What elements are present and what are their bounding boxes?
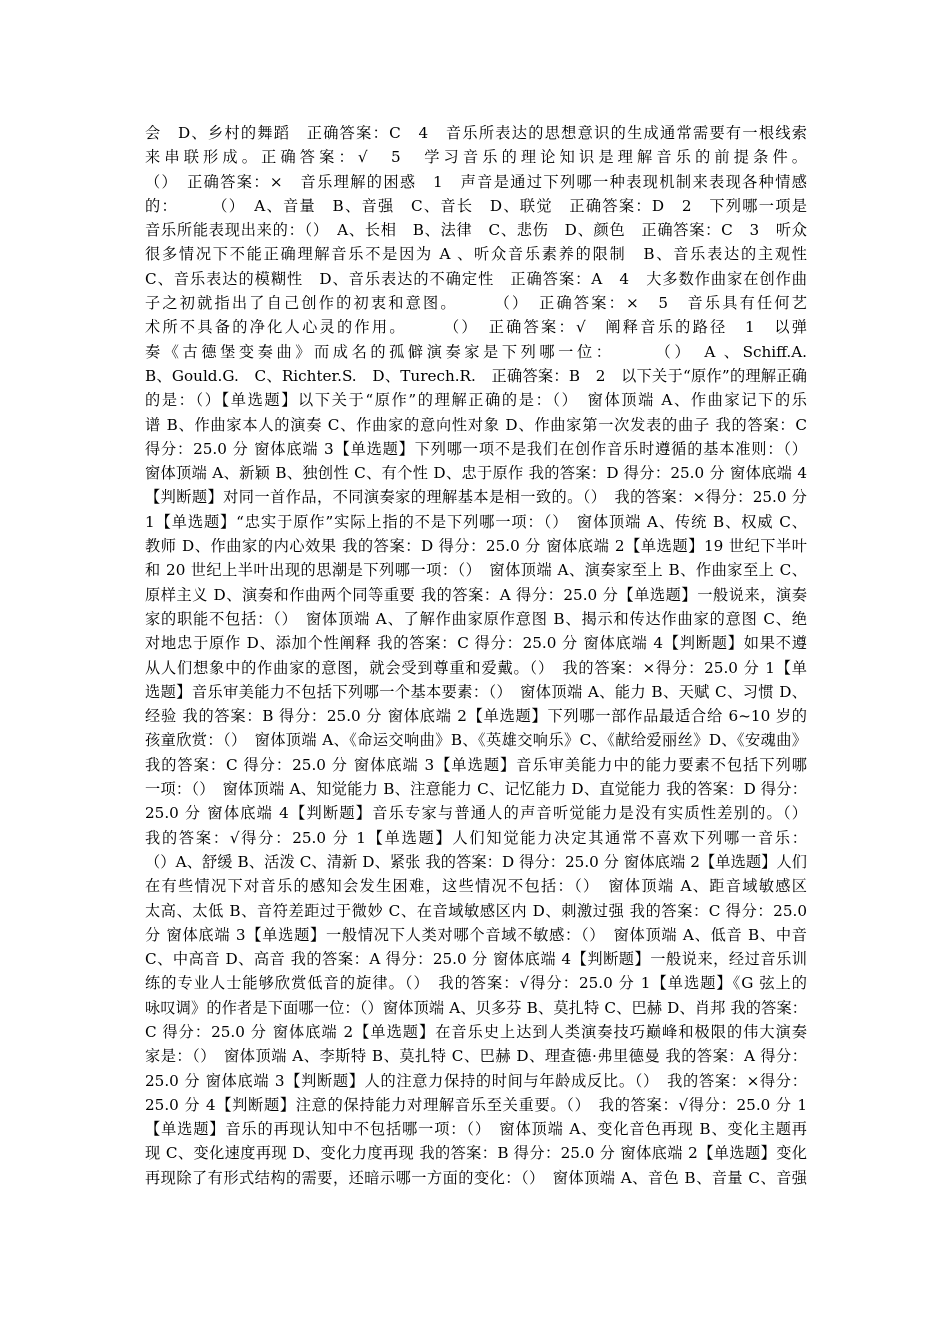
text-line: 的： （） A、音量 B、音强 C、音长 D、联觉 正确答案：D 2 下列哪一项是 [145,196,807,215]
text-line: 【单选题】音乐的再现认知中不包括哪一项：（） 窗体顶端 A、变化音色再现 B、变化主题再 [145,1120,807,1139]
text-line: 家是：（） 窗体顶端 A、李斯特 B、莫扎特 C、巴赫 D、理查德·弗里德曼 我的答案：A 得分： [145,1047,807,1066]
text-line: 咏叹调》的作者是下面哪一位：（）窗体顶端 A、贝多芬 B、莫扎特 C、巴赫 D、肖邦 我的答案： [145,998,807,1017]
text-line: 的是：（）【单选题】以下关于“原作”的理解正确的是：（） 窗体顶端 A、作曲家记下的乐 [145,391,807,410]
text-line: 子之初就指出了自己创作的初衷和意图。 （） 正确答案：× 5 音乐具有任何艺 [145,294,807,313]
text-line: 窗体顶端 A、新颖 B、独创性 C、有个性 D、忠于原作 我的答案：D 得分：25.0 分 窗体底端 4 [145,464,807,483]
text-line: 再现除了有形式结构的需要，还暗示哪一方面的变化：（） 窗体顶端 A、音色 B、音量 C、音强 [145,1168,807,1187]
text-line: 对地忠于原作 D、添加个性阐释 我的答案：C 得分：25.0 分 窗体底端 4【判断题】如果不遵 [145,634,807,653]
text-line: 一项：（） 窗体顶端 A、知觉能力 B、注意能力 C、记忆能力 D、直觉能力 我的答案：D 得分： [145,780,807,799]
text-line: 分 窗体底端 3【单选题】一般情况下人类对哪个音域不敏感：（） 窗体顶端 A、低音 B、中音 [145,925,807,944]
text-line: 25.0 分 4【判断题】注意的保持能力对理解音乐至关重要。（） 我的答案：√得分：25.0 分 1 [145,1095,807,1114]
text-line: B、Gould.G. C、Richter.S. D、Turech.R. 正确答案：B 2 以下关于“原作”的理解正确 [145,366,807,385]
text-line: 很多情况下不能正确理解音乐不是因为 A 、听众音乐素养的限制 B、音乐表达的主观性 [145,245,807,264]
text-line: C 得分：25.0 分 窗体底端 2【单选题】在音乐史上达到人类演奏技巧巅峰和极限的伟大演奏 [145,1022,807,1041]
text-line: 孩童欣赏：（） 窗体顶端 A、《命运交响曲》B、《英雄交响乐》C、《献给爱丽丝》D、《安魂曲》 [145,731,807,750]
text-line: 来串联形成。正确答案：√ 5 学习音乐的理论知识是理解音乐的前提条件。 [145,148,807,167]
text-line: 会 D、乡村的舞蹈 正确答案：C 4 音乐所表达的思想意识的生成通常需要有一根线索 [145,124,807,142]
text-line: 太高、太低 B、音符差距过于微妙 C、在音域敏感区内 D、刺激过强 我的答案：C 得分：25.0 [145,901,807,920]
text-line: 我的答案：C 得分：25.0 分 窗体底端 3【单选题】音乐审美能力中的能力要素不包括下列哪 [145,755,807,774]
text-line: 选题】音乐审美能力不包括下列哪一个基本要素：（） 窗体顶端 A、能力 B、天赋 C、习惯 D、 [145,682,807,701]
text-line: 从人们想象中的作曲家的意图，就会受到尊重和爱戴。（） 我的答案：×得分：25.0 分 1【单 [145,658,807,677]
text-line: 教师 D、作曲家的内心效果 我的答案：D 得分：25.0 分 窗体底端 2【单选题】19 世纪下半叶 [145,537,807,556]
text-line: 1【单选题】“忠实于原作”实际上指的不是下列哪一项：（） 窗体顶端 A、传统 B、权威 C、 [145,512,807,531]
text-line: 原样主义 D、演奏和作曲两个同等重要 我的答案：A 得分：25.0 分【单选题】一般说来，演奏 [145,585,807,604]
text-line: 得分：25.0 分 窗体底端 3【单选题】下列哪一项不是我们在创作音乐时遵循的基本准则：（） [145,439,807,458]
text-line: 在有些情况下对音乐的感知会发生困难，这些情况不包括：（） 窗体顶端 A、距音域敏感区 [145,877,807,896]
text-line: 术所不具备的净化人心灵的作用。 （） 正确答案：√ 阐释音乐的路径 1 以弹 [145,318,807,337]
document-body [145,121,807,1190]
text-line: C、音乐表达的模糊性 D、音乐表达的不确定性 正确答案：A 4 大多数作曲家在创作曲 [145,269,807,288]
text-line: 谱 B、作曲家本人的演奏 C、作曲家的意向性对象 D、作曲家第一次发表的曲子 我的答案：C [145,415,807,434]
text-line: C、中高音 D、高音 我的答案：A 得分：25.0 分 窗体底端 4【判断题】一般说来，经过音乐训 [145,950,807,969]
text-line: 练的专业人士能够欣赏低音的旋律。（） 我的答案：√得分：25.0 分 1【单选题】《G 弦上的 [145,974,807,993]
text-line: 奏《古德堡变奏曲》而成名的孤僻演奏家是下列哪一位： （） A 、Schiff.A. [145,342,807,361]
text-line: （）A、舒缓 B、活泼 C、清新 D、紧张 我的答案：D 得分：25.0 分 窗体底端 2【单选题】人们 [145,852,807,871]
text-line: （） 正确答案：× 音乐理解的困惑 1 声音是通过下列哪一种表现机制来表现各种情感 [145,172,807,191]
text-line: 25.0 分 窗体底端 4【判断题】音乐专家与普通人的声音听觉能力是没有实质性差别的。（） [145,804,807,823]
text-line: 现 C、变化速度再现 D、变化力度再现 我的答案：B 得分：25.0 分 窗体底端 2【单选题】变化 [145,1144,807,1163]
text-line: 【判断题】对同一首作品，不同演奏家的理解基本是相一致的。（） 我的答案：×得分：25.0 分 [145,488,807,507]
text-line: 我的答案：√得分：25.0 分 1【单选题】人们知觉能力决定其通常不喜欢下列哪一音乐： [145,828,807,847]
text-line: 经验 我的答案：B 得分：25.0 分 窗体底端 2【单选题】下列哪一部作品最适合给 6~10 岁的 [145,707,807,726]
text-line: 音乐所能表现出来的：（） A、长相 B、法律 C、悲伤 D、颜色 正确答案：C 3 听众 [145,221,807,240]
text-line: 和 20 世纪上半叶出现的思潮是下列哪一项：（） 窗体顶端 A、演奏家至上 B、作曲家至上 C、 [145,561,807,580]
text-line: 家的职能不包括：（） 窗体顶端 A、了解作曲家原作意图 B、揭示和传达作曲家的意图 C、绝 [145,609,807,628]
text-line: 25.0 分 窗体底端 3【判断题】人的注意力保持的时间与年龄成反比。（） 我的答案：×得分： [145,1071,807,1090]
